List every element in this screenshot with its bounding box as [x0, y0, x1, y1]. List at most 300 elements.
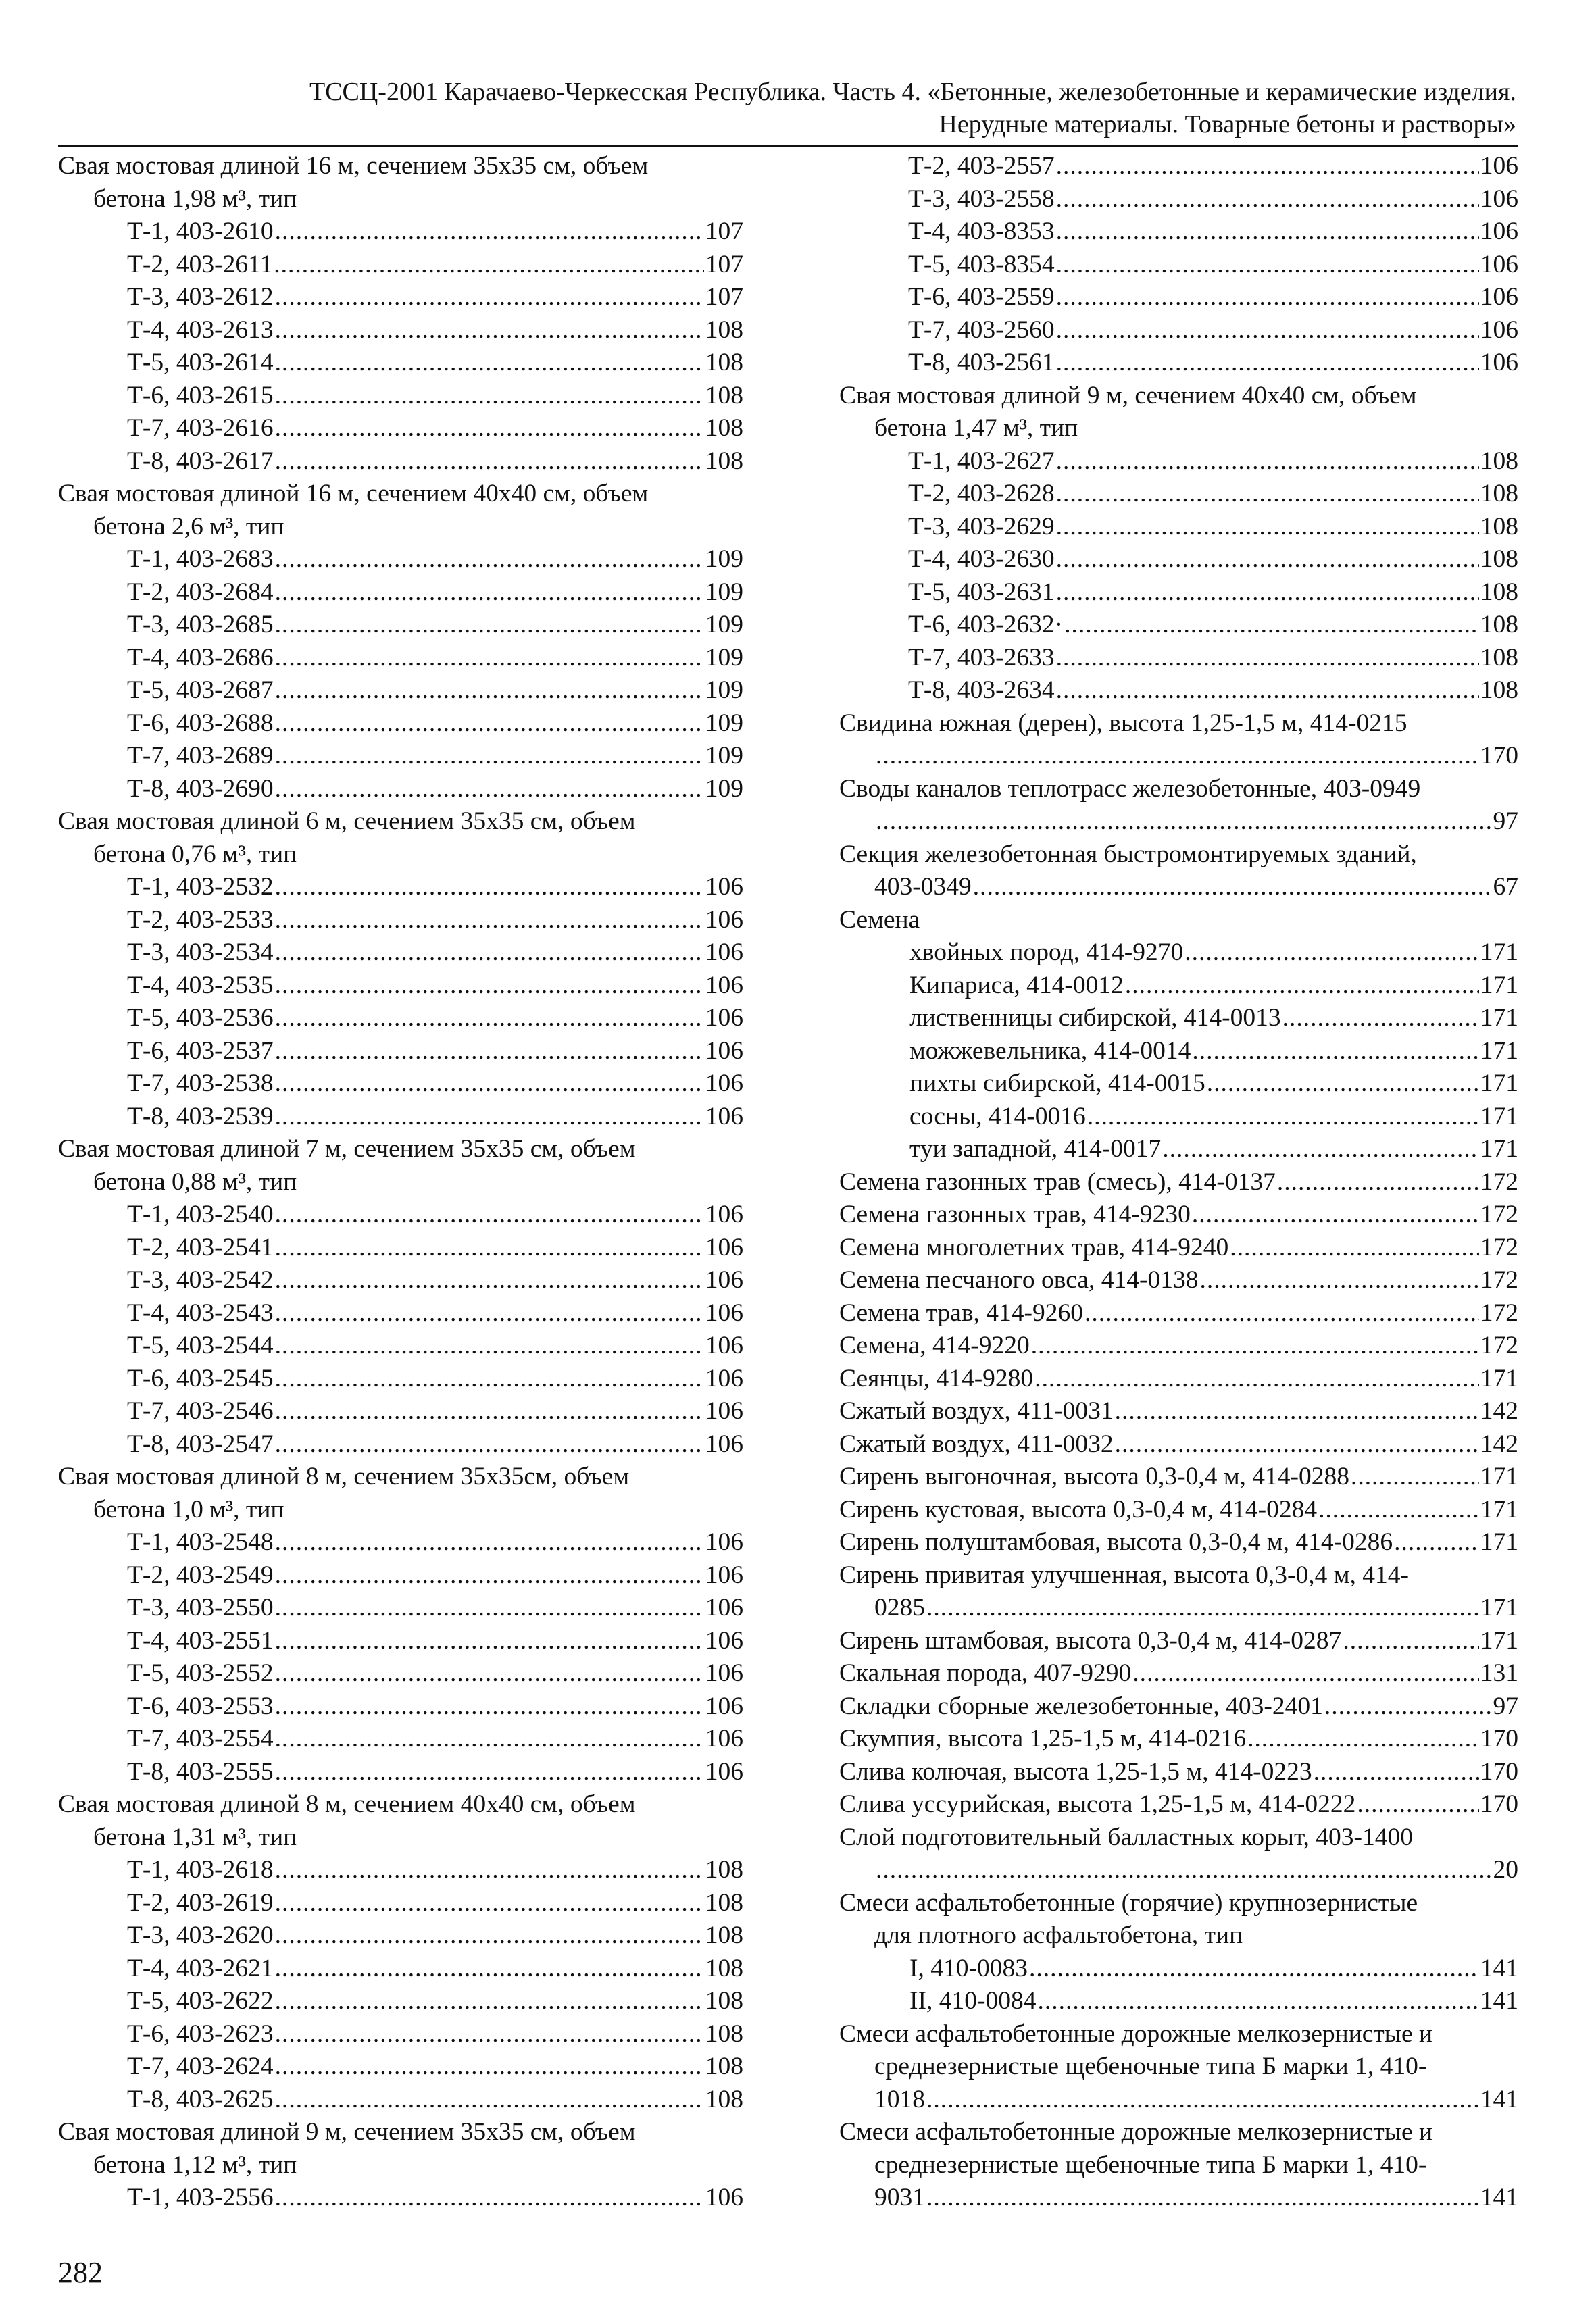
dot-leader	[1037, 1985, 1478, 2018]
index-subentry	[58, 1854, 743, 1887]
dot-leader	[1056, 642, 1479, 675]
entry-label: Слива колючая, высота 1,25-1,5 м, 414-0223	[839, 1757, 1312, 1786]
index-entry	[839, 1461, 1518, 1494]
entry-label: Т-1, 403-2540	[127, 1201, 274, 1228]
dot-leader	[275, 609, 704, 642]
entry-label: можжевельника, 414-0014	[909, 1036, 1191, 1065]
index-entry	[839, 1232, 1518, 1265]
dot-leader	[275, 347, 704, 380]
entry-label: Т-4, 403-2621	[127, 1954, 274, 1982]
entry-label: Т-2, 403-2611	[127, 250, 273, 278]
index-subentry	[58, 1526, 743, 1559]
entry-label: Т-6, 403-2615	[127, 381, 274, 409]
group-heading-cont: бетона 2,6 м³, тип	[93, 512, 284, 540]
dot-leader	[1056, 445, 1479, 478]
index-subentry	[58, 1067, 743, 1101]
entry-page-number: 106	[705, 971, 743, 999]
entry-page-number: 108	[705, 2053, 743, 2080]
index-subentry	[839, 970, 1518, 1003]
index-subentry	[839, 281, 1518, 314]
entry-label: Т-8, 403-2555	[127, 1757, 274, 1786]
entry-label: 403-0349	[874, 873, 972, 901]
entry-page-number: 108	[705, 2085, 743, 2113]
dot-leader	[1056, 314, 1479, 347]
entry-page-number: 106	[705, 1070, 743, 1097]
index-subentry	[58, 412, 743, 445]
group-heading: Семена	[839, 905, 920, 934]
index-subentry	[839, 1133, 1518, 1166]
dot-leader	[275, 2018, 704, 2051]
dot-leader	[275, 216, 704, 249]
entry-label: Т-6, 403-2688	[127, 709, 274, 737]
dot-leader	[926, 2182, 1479, 2215]
dot-leader	[1056, 249, 1479, 282]
index-subentry	[58, 1592, 743, 1625]
dot-leader	[275, 1756, 704, 1789]
entry-page-number: 108	[705, 1954, 743, 1982]
entry-page-number: 108	[705, 1987, 743, 2015]
entry-label: Кипариса, 414-0012	[909, 971, 1124, 999]
entry-page-number: 108	[1480, 480, 1518, 507]
page-number: 282	[58, 2256, 103, 2289]
dot-leader	[275, 1625, 704, 1658]
dot-leader	[1394, 1526, 1479, 1559]
group-heading: Свая мостовая длиной 8 м, сечением 35x35см, объем	[58, 1463, 630, 1490]
entry-label: Т-4, 403-2551	[127, 1626, 274, 1655]
entry-page-number: 106	[705, 1364, 743, 1392]
dot-leader	[275, 543, 704, 576]
dot-leader	[1084, 1297, 1479, 1330]
dot-leader	[275, 1002, 704, 1035]
dot-leader	[926, 2084, 1479, 2117]
dot-leader	[1357, 1788, 1478, 1821]
group-heading: Свая мостовая длиной 9 м, сечением 40x40 см, объем	[839, 381, 1417, 409]
entry-page-number: 106	[705, 1626, 743, 1655]
entry-label: Т-1, 403-2548	[127, 1528, 274, 1556]
entry-page-number: 172	[1480, 1266, 1518, 1294]
dot-leader	[275, 281, 704, 314]
index-entry	[839, 1297, 1518, 1330]
dot-leader	[1064, 609, 1479, 642]
dot-leader	[275, 1101, 704, 1134]
entry-page-number: 108	[1480, 545, 1518, 573]
entry-page-number: 142	[1480, 1430, 1518, 1458]
index-subentry	[839, 511, 1518, 544]
entry-page-number: 106	[1480, 349, 1518, 376]
entry-page-number: 106	[1480, 184, 1518, 213]
entry-page-number: 131	[1480, 1659, 1518, 1687]
index-subentry	[58, 1559, 743, 1592]
entry-page-number: 171	[1480, 1004, 1518, 1032]
entry-page-number: 108	[705, 1921, 743, 1949]
dot-leader	[275, 1559, 704, 1592]
entry-page-number: 171	[1480, 1594, 1518, 1621]
header-line-1: ТССЦ-2001 Карачаево-Черкесская Республика. Часть 4. «Бетонные, железобетонные и керамические изделия.	[309, 78, 1516, 106]
entry-page-number: 106	[705, 1397, 743, 1425]
index-entry-text: Смеси асфальтобетонные дорожные мелкозернистые и	[839, 2118, 1433, 2146]
index-subentry	[58, 674, 743, 707]
dot-leader	[1056, 674, 1479, 707]
entry-label: Складки сборные железобетонные, 403-2401	[839, 1692, 1323, 1720]
entry-label: Т-8, 403-2690	[127, 774, 274, 803]
entry-page-number: 106	[1480, 218, 1518, 245]
entry-label: Сирень штамбовая, высота 0,3-0,4 м, 414-0287	[839, 1626, 1342, 1655]
entry-page-number: 108	[705, 316, 743, 344]
entry-page-number: 109	[705, 676, 743, 704]
index-entry	[839, 1756, 1518, 1789]
entry-label: Т-7, 403-2616	[127, 414, 274, 442]
index-entry-cont	[839, 2084, 1518, 2117]
entry-page-number: 172	[1480, 1299, 1518, 1327]
entry-page-number: 108	[705, 349, 743, 376]
index-subentry	[58, 1363, 743, 1396]
index-entry-cont	[839, 871, 1518, 904]
index-subentry	[58, 1395, 743, 1428]
dot-leader	[275, 2051, 704, 2084]
group-heading-cont: бетона 0,76 м³, тип	[93, 840, 297, 868]
group-heading-cont: бетона 1,98 м³, тип	[93, 184, 297, 213]
entry-page-number: 106	[705, 1102, 743, 1130]
entry-label: Т-3, 403-2550	[127, 1594, 274, 1621]
index-subentry	[58, 216, 743, 249]
index-entry	[839, 1428, 1518, 1461]
index-subentry	[839, 543, 1518, 576]
index-subentry	[58, 1625, 743, 1658]
dot-leader	[275, 1690, 704, 1724]
index-entry	[839, 1657, 1518, 1690]
entry-label: туи западной, 414-0017	[909, 1135, 1162, 1163]
index-subentry	[839, 1035, 1518, 1068]
entry-page-number: 20	[1493, 1856, 1518, 1884]
entry-label: Т-5, 403-2687	[127, 676, 274, 704]
entry-page-number: 106	[705, 1430, 743, 1458]
dot-leader	[1318, 1494, 1479, 1527]
dot-leader	[275, 1232, 704, 1265]
entry-page-number: 172	[1480, 1167, 1518, 1196]
entry-page-number: 108	[1480, 512, 1518, 540]
group-heading: Свая мостовая длиной 6 м, сечением 35x35 см, объем	[58, 807, 636, 835]
entry-page-number: 67	[1493, 873, 1518, 901]
entry-label: Т-1, 403-2618	[127, 1856, 274, 1884]
entry-label: хвойных пород, 414-9270	[909, 938, 1184, 966]
entry-page-number: 106	[705, 1332, 743, 1359]
index-subentry	[58, 1690, 743, 1724]
index-subentry	[58, 1657, 743, 1690]
entry-label: Сжатый воздух, 411-0031	[839, 1397, 1114, 1425]
entry-label: Т-3, 403-2629	[908, 512, 1055, 540]
entry-label: Т-1, 403-2556	[127, 2184, 274, 2211]
entry-label: Т-3, 403-2620	[127, 1921, 274, 1949]
dot-leader	[275, 1363, 704, 1396]
index-subentry	[58, 2182, 743, 2215]
index-entry	[839, 1690, 1518, 1724]
entry-label: Т-3, 403-2558	[908, 184, 1055, 213]
index-subentry	[58, 1297, 743, 1330]
dot-leader	[275, 1297, 704, 1330]
entry-page-number: 97	[1493, 1692, 1518, 1720]
index-subentry	[58, 773, 743, 806]
entry-page-number: 106	[705, 905, 743, 934]
entry-label: Т-5, 403-8354	[908, 250, 1055, 278]
entry-label: Т-2, 403-2619	[127, 1888, 274, 1917]
index-entry-cont	[839, 1592, 1518, 1625]
dot-leader	[1162, 1133, 1479, 1166]
entry-page-number: 141	[1480, 2085, 1518, 2113]
index-subentry	[58, 707, 743, 740]
index-entry	[839, 1395, 1518, 1428]
entry-label: Т-8, 403-2634	[908, 676, 1055, 704]
index-subentry	[839, 1953, 1518, 1986]
entry-label: Т-7, 403-2624	[127, 2053, 274, 2080]
entry-label: Т-2, 403-2533	[127, 905, 274, 934]
entry-label: Сирень полуштамбовая, высота 0,3-0,4 м, 414-0286	[839, 1528, 1393, 1556]
entry-page-number: 106	[705, 1561, 743, 1589]
index-subentry	[58, 445, 743, 478]
entry-label: Т-5, 403-2614	[127, 349, 274, 376]
index-subentry	[58, 1428, 743, 1461]
entry-page-number: 108	[1480, 447, 1518, 475]
entry-label: Т-3, 403-2542	[127, 1266, 274, 1294]
entry-label: Т-7, 403-2554	[127, 1725, 274, 1753]
running-header	[58, 76, 1516, 141]
entry-label: Т-4, 403-2613	[127, 316, 274, 344]
entry-label: Т-5, 403-2631	[908, 578, 1055, 606]
entry-page-number: 171	[1480, 1036, 1518, 1065]
entry-label: Т-3, 403-2534	[127, 938, 274, 966]
entry-label: Т-6, 403-2623	[127, 2019, 274, 2048]
entry-label: Семена трав, 414-9260	[839, 1299, 1084, 1327]
dot-leader	[1056, 511, 1479, 544]
entry-page-number: 107	[705, 250, 743, 278]
entry-page-number: 172	[1480, 1332, 1518, 1359]
entry-label: Т-6, 403-2545	[127, 1364, 274, 1392]
dot-leader	[876, 1854, 1492, 1887]
entry-page-number: 172	[1480, 1233, 1518, 1261]
group-heading: Свая мостовая длиной 9 м, сечением 35x35 см, объем	[58, 2118, 636, 2146]
index-subentry	[839, 1101, 1518, 1134]
entry-label: Т-4, 403-2535	[127, 971, 274, 999]
entry-page-number: 108	[705, 381, 743, 409]
index-subentry	[58, 1330, 743, 1363]
entry-label: Т-6, 403-2553	[127, 1692, 274, 1720]
dot-leader	[275, 1428, 704, 1461]
entry-label: Т-4, 403-2543	[127, 1299, 274, 1327]
index-subentry	[58, 543, 743, 576]
entry-label: Т-1, 403-2532	[127, 873, 274, 901]
dot-leader	[275, 1723, 704, 1756]
index-subentry	[58, 1919, 743, 1953]
dot-leader	[1192, 1199, 1479, 1232]
entry-page-number: 170	[1480, 1790, 1518, 1818]
entry-page-number: 109	[705, 774, 743, 803]
entry-label: Т-7, 403-2633	[908, 643, 1055, 672]
entry-label: Семена газонных трав (смесь), 414-0137	[839, 1167, 1276, 1196]
entry-page-number: 106	[705, 1036, 743, 1065]
entry-page-number: 171	[1480, 971, 1518, 999]
index-subentry	[58, 642, 743, 675]
entry-page-number: 106	[705, 1299, 743, 1327]
entry-label: Семена газонных трав, 414-9230	[839, 1201, 1191, 1228]
index-subentry	[58, 249, 743, 282]
index-subentry	[58, 1723, 743, 1756]
index-subentry	[58, 904, 743, 937]
dot-leader	[973, 871, 1492, 904]
group-heading-cont: для плотного асфальтобетона, тип	[874, 1921, 1243, 1949]
dot-leader	[1230, 1232, 1478, 1265]
index-entry-text-cont: среднезернистые щебеночные типа Б марки 1, 410-	[874, 2150, 1427, 2179]
dot-leader	[1056, 478, 1479, 511]
dot-leader	[275, 1887, 704, 1920]
entry-label: Т-5, 403-2544	[127, 1332, 274, 1359]
index-subentry	[58, 1953, 743, 1986]
dot-leader	[275, 1035, 704, 1068]
dot-leader	[275, 2084, 704, 2117]
index-subentry	[58, 2084, 743, 2117]
entry-label: Т-8, 403-2561	[908, 349, 1055, 376]
entry-page-number: 106	[705, 1725, 743, 1753]
dot-leader	[1115, 1395, 1479, 1428]
dot-leader	[274, 249, 704, 282]
dot-leader	[1351, 1461, 1479, 1494]
entry-page-number: 106	[705, 2184, 743, 2211]
dot-leader	[1343, 1625, 1478, 1658]
entry-label: Т-7, 403-2560	[908, 316, 1055, 344]
dot-leader	[275, 970, 704, 1003]
index-subentry	[58, 609, 743, 642]
entry-page-number: 171	[1480, 938, 1518, 966]
entry-page-number: 106	[705, 1004, 743, 1032]
index-subentry	[839, 183, 1518, 216]
index-entry	[839, 1625, 1518, 1658]
entry-page-number: 171	[1480, 1135, 1518, 1163]
entry-page-number: 171	[1480, 1495, 1518, 1524]
entry-label: лиственницы сибирской, 414-0013	[909, 1004, 1281, 1032]
dot-leader	[1056, 281, 1479, 314]
entry-label: Т-4, 403-8353	[908, 218, 1055, 245]
entry-page-number: 170	[1480, 742, 1518, 770]
dot-leader	[1277, 1166, 1479, 1199]
group-heading: Свая мостовая длиной 16 м, сечением 40x40 см, объем	[58, 480, 649, 507]
index-entry-cont	[839, 2182, 1518, 2215]
entry-label: Т-2, 403-2541	[127, 1233, 274, 1261]
dot-leader	[1056, 347, 1479, 380]
entry-page-number: 107	[705, 283, 743, 311]
entry-label: Семена, 414-9220	[839, 1332, 1030, 1359]
dot-leader	[275, 1067, 704, 1101]
entry-page-number: 106	[705, 1528, 743, 1556]
entry-label: Т-1, 403-2610	[127, 218, 274, 245]
entry-page-number: 109	[705, 578, 743, 606]
group-heading: Смеси асфальтобетонные (горячие) крупнозернистые	[839, 1888, 1418, 1917]
dot-leader	[1184, 936, 1479, 970]
entry-page-number: 171	[1480, 1463, 1518, 1490]
dot-leader	[275, 674, 704, 707]
index-entry	[839, 1723, 1518, 1756]
group-heading-cont: бетона 1,47 м³, тип	[874, 414, 1078, 442]
index-subentry	[839, 576, 1518, 609]
index-subentry	[58, 281, 743, 314]
dot-leader	[1314, 1756, 1479, 1789]
dot-leader	[275, 1985, 704, 2018]
entry-page-number: 172	[1480, 1201, 1518, 1228]
dot-leader	[275, 412, 704, 445]
index-subentry	[839, 1985, 1518, 2018]
index-entry	[839, 1526, 1518, 1559]
entry-page-number: 109	[705, 709, 743, 737]
dot-leader	[1247, 1723, 1479, 1756]
index-subentry	[839, 314, 1518, 347]
entry-page-number: 109	[705, 611, 743, 638]
index-subentry	[58, 1756, 743, 1789]
entry-page-number: 106	[705, 938, 743, 966]
index-entry-text: Сирень привитая улучшенная, высота 0,3-0,4 м, 414-	[839, 1561, 1410, 1589]
dot-leader	[1029, 1953, 1479, 1986]
entry-page-number: 106	[705, 1692, 743, 1720]
entry-label: Т-1, 403-2627	[908, 447, 1055, 475]
dot-leader	[926, 1592, 1479, 1625]
entry-label: Сжатый воздух, 411-0032	[839, 1430, 1114, 1458]
group-heading: Свая мостовая длиной 16 м, сечением 35x35 см, объем	[58, 152, 649, 180]
index-entry	[839, 1199, 1518, 1232]
entry-page-number: 106	[1480, 250, 1518, 278]
dot-leader	[876, 740, 1479, 773]
index-subentry	[58, 314, 743, 347]
dot-leader	[275, 904, 704, 937]
entry-label: Т-7, 403-2546	[127, 1397, 274, 1425]
index-subentry	[58, 1002, 743, 1035]
index-entry	[839, 1166, 1518, 1199]
entry-label: Сеянцы, 414-9280	[839, 1364, 1034, 1392]
index-subentry	[839, 478, 1518, 511]
index-entry	[839, 1788, 1518, 1821]
entry-page-number: 142	[1480, 1397, 1518, 1425]
entry-label: Скальная порода, 407-9290	[839, 1659, 1132, 1687]
entry-label: Т-7, 403-2689	[127, 742, 274, 770]
group-heading-cont: бетона 0,88 м³, тип	[93, 1167, 297, 1196]
dot-leader	[275, 1854, 704, 1887]
index-subentry	[58, 740, 743, 773]
entry-label: Т-5, 403-2622	[127, 1987, 274, 2015]
dot-leader	[275, 380, 704, 413]
entry-label: Т-4, 403-2630	[908, 545, 1055, 573]
dot-leader	[275, 445, 704, 478]
dot-leader	[275, 1330, 704, 1363]
index-subentry	[839, 936, 1518, 970]
dot-leader	[275, 1264, 704, 1297]
entry-page-number: 108	[1480, 611, 1518, 638]
entry-label: Т-2, 403-2684	[127, 578, 274, 606]
entry-label: 1018	[874, 2085, 925, 2113]
dot-leader	[275, 1592, 704, 1625]
entry-page-number: 108	[1480, 578, 1518, 606]
entry-page-number: 171	[1480, 1528, 1518, 1556]
index-column-left	[58, 150, 743, 2215]
entry-label: Т-8, 403-2547	[127, 1430, 274, 1458]
dot-leader	[876, 805, 1492, 838]
entry-label: Т-2, 403-2557	[908, 152, 1055, 180]
index-subentry	[839, 445, 1518, 478]
entry-label: I, 410-0083	[909, 1954, 1028, 1982]
entry-page-number: 97	[1493, 807, 1518, 835]
entry-label: Т-6, 403-2559	[908, 283, 1055, 311]
dot-leader	[275, 1395, 704, 1428]
entry-page-number: 108	[1480, 643, 1518, 672]
dot-leader	[1132, 1657, 1479, 1690]
index-subentry	[58, 347, 743, 380]
index-subentry	[58, 871, 743, 904]
entry-page-number: 106	[1480, 316, 1518, 344]
index-entry	[839, 1494, 1518, 1527]
